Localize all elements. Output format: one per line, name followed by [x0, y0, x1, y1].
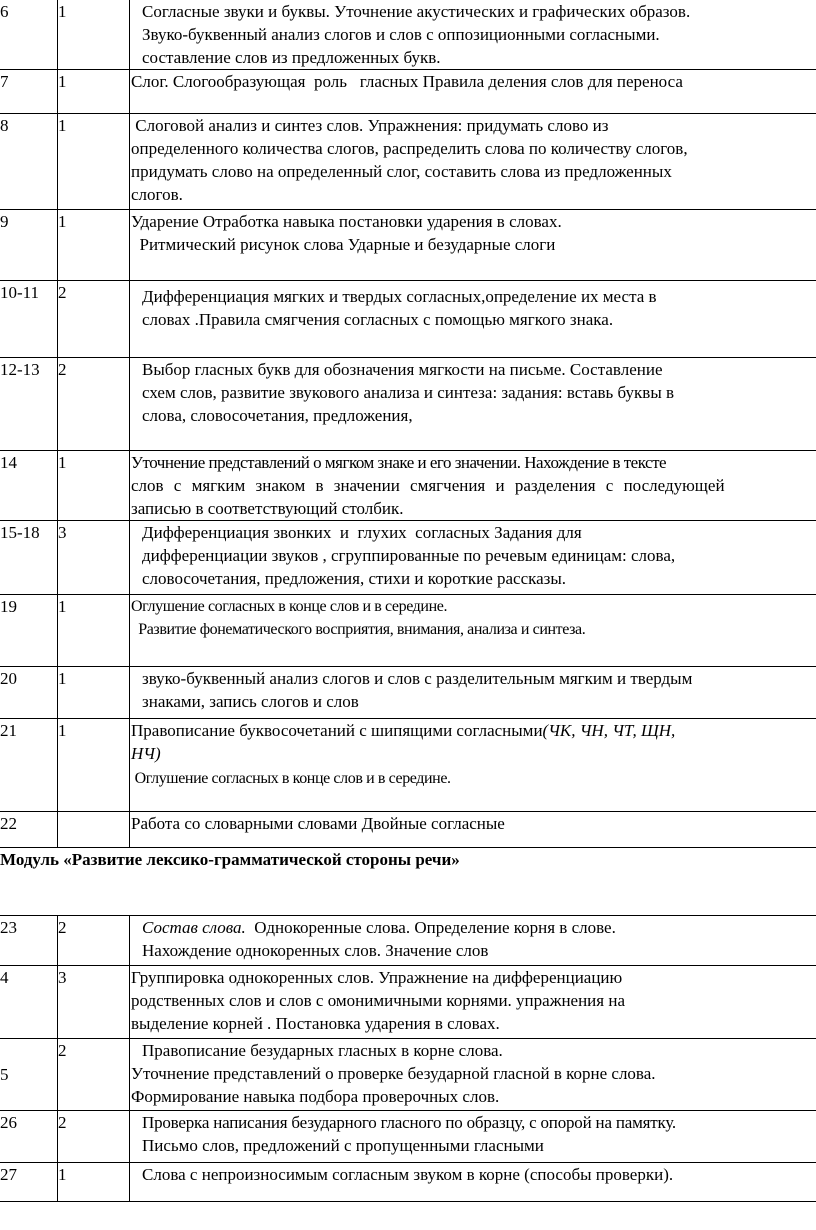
lesson-number: 6: [0, 0, 58, 70]
table-row: [0, 521, 816, 595]
topic-line: словосочетания, предложения, стихи и короткие рассказы.: [142, 569, 567, 588]
topic-line: родственных слов и слов с омонимичными корнями. упражнения на: [131, 991, 625, 1010]
topic-line: Письмо слов, предложений с пропущенными гласными: [142, 1136, 544, 1155]
topic-line: Оглушение согласных в конце слов и в середине.: [131, 770, 451, 787]
topic-line: Дифференциация мягких и твердых согласных,определение их места в: [142, 287, 657, 306]
topic-line: Ударение Отработка навыка постановки ударения в словах.: [131, 212, 562, 231]
topic-line: придумать слово на определенный слог, составить слова из предложенных: [131, 162, 672, 181]
topic-line: дифференциации звуков , сгруппированные по речевым единицам: слова,: [142, 546, 676, 565]
lesson-number: 5: [0, 1039, 58, 1111]
lesson-topic: [130, 1111, 816, 1163]
lesson-hours: 3: [58, 521, 130, 595]
table-row: [0, 1163, 816, 1202]
topic-line: [130, 742, 816, 765]
table-row: [0, 210, 816, 281]
table-row: [0, 451, 816, 521]
lesson-topic: [130, 916, 816, 966]
lesson-hours: 2: [58, 1111, 130, 1163]
letter-combinations: (ЧК, ЧН, ЧТ, ЩН,: [542, 721, 676, 740]
lesson-number: 9: [0, 210, 58, 281]
table-row: [0, 281, 816, 358]
lesson-topic: [130, 0, 816, 70]
lesson-hours: 2: [58, 281, 130, 358]
lesson-topic: [130, 114, 816, 210]
lesson-topic: [130, 1163, 816, 1202]
table-row: [0, 916, 816, 966]
topic-line: Нахождение однокоренных слов. Значение слов: [142, 941, 489, 960]
lesson-topic: [130, 521, 816, 595]
lesson-hours: 2: [58, 916, 130, 966]
lesson-hours: 1: [58, 0, 130, 70]
topic-line: определенного количества слогов, распределить слова по количеству слогов,: [131, 139, 688, 158]
topic-line: Звуко-буквенный анализ слогов и слов с оппозиционными согласными.: [142, 25, 660, 44]
lesson-topic: [130, 966, 816, 1039]
topic-line: слов с мягким знаком в значении смягчения и разделения с последующей: [131, 476, 725, 495]
lesson-topic: [130, 281, 816, 358]
topic-line: Слоговой анализ и синтез слов. Упражнения: придумать слово из: [131, 116, 609, 135]
letter-combinations-cont: НЧ): [131, 744, 161, 763]
table-row: [0, 667, 816, 719]
topic-line: знаками, запись слогов и слов: [142, 692, 359, 711]
lesson-topic: [130, 719, 816, 812]
lesson-number: 4: [0, 966, 58, 1039]
topic-text: Однокоренные слова. Определение корня в слове.: [245, 918, 616, 937]
lesson-topic: [130, 667, 816, 719]
lesson-topic: [130, 70, 816, 114]
table-row: [0, 70, 816, 114]
lesson-number: 27: [0, 1163, 58, 1202]
topic-line: схем слов, развитие звукового анализа и синтеза: задания: вставь буквы в: [142, 383, 675, 402]
topic-line: Группировка однокоренных слов. Упражнение на дифференциацию: [131, 968, 623, 987]
topic-italic: Состав слова.: [142, 918, 246, 937]
table-row: [0, 358, 816, 451]
table-row: [0, 1039, 816, 1111]
module-title: Модуль «Развитие лексико-грамматической стороны речи»: [0, 848, 816, 916]
module-row: [0, 848, 816, 916]
lesson-hours: 2: [58, 358, 130, 451]
topic-line: Согласные звуки и буквы. Уточнение акустических и графических образов.: [142, 2, 691, 21]
topic-line: Уточнение представлений о мягком знаке и его значении. Нахождение в тексте: [131, 453, 667, 472]
lesson-number: 10-11: [0, 281, 58, 358]
topic-line: Дифференциация звонких и глухих согласных Задания для: [142, 523, 582, 542]
lesson-number: 19: [0, 595, 58, 667]
lesson-hours: 3: [58, 966, 130, 1039]
lesson-number: 8: [0, 114, 58, 210]
topic-line: слова, словосочетания, предложения,: [142, 406, 413, 425]
topic-line: Слог. Слогообразующая роль гласных Правила деления слов для переноса: [131, 72, 683, 91]
topic-line: Работа со словарными словами Двойные согласные: [131, 814, 505, 833]
lesson-hours: 1: [58, 70, 130, 114]
lesson-number: 14: [0, 451, 58, 521]
lesson-hours: 1: [58, 667, 130, 719]
lesson-topic: [130, 595, 816, 667]
lesson-number: 23: [0, 916, 58, 966]
lesson-topic: [130, 812, 816, 848]
lesson-hours: 1: [58, 210, 130, 281]
table-row: [0, 595, 816, 667]
topic-line: Ритмический рисунок слова Ударные и безударные слоги: [131, 235, 556, 254]
lesson-topic: [130, 210, 816, 281]
lesson-number: 7: [0, 70, 58, 114]
topic-line: Проверка написания безударного гласного по образцу, с опорой на памятку.: [142, 1113, 676, 1132]
table-row: [0, 1111, 816, 1163]
lesson-number: 15-18: [0, 521, 58, 595]
topic-line: Оглушение согласных в конце слов и в середине.: [131, 598, 448, 615]
topic-line: Слова с непроизносимым согласным звуком в корне (способы проверки).: [142, 1165, 674, 1184]
topic-line: звуко-буквенный анализ слогов и слов с разделительным мягким и твердым: [142, 669, 693, 688]
topic-line: выделение корней . Постановка ударения в словах.: [131, 1014, 500, 1033]
table-row: [0, 719, 816, 812]
topic-line: записью в соответствующий столбик.: [131, 499, 404, 518]
lesson-hours: 1: [58, 451, 130, 521]
lesson-hours: 1: [58, 595, 130, 667]
lesson-number: 26: [0, 1111, 58, 1163]
topic-line: Правописание безударных гласных в корне слова.: [142, 1041, 503, 1060]
topic-text: Правописание буквосочетаний с шипящими согласными: [131, 721, 543, 740]
topic-line: Выбор гласных букв для обозначения мягкости на письме. Составление: [142, 360, 663, 379]
lesson-number: 22: [0, 812, 58, 848]
topic-line: [130, 916, 816, 939]
table-row: [0, 114, 816, 210]
lesson-topic: [130, 1039, 816, 1111]
table-row: [0, 812, 816, 848]
topic-line: слогов.: [131, 185, 183, 204]
lesson-hours: 1: [58, 719, 130, 812]
lesson-hours: 1: [58, 114, 130, 210]
lesson-topic: [130, 358, 816, 451]
table-row: [0, 0, 816, 70]
lesson-number: 20: [0, 667, 58, 719]
topic-line: составление слов из предложенных букв.: [142, 48, 441, 67]
lesson-hours: [58, 812, 130, 848]
lesson-hours: 2: [58, 1039, 130, 1111]
topic-line: Уточнение представлений о проверке безударной гласной в корне слова.: [131, 1064, 656, 1083]
lesson-number: 21: [0, 719, 58, 812]
topic-line: словах .Правила смягчения согласных с помощью мягкого знака.: [142, 310, 614, 329]
topic-line: Развитие фонематического восприятия, внимания, анализа и синтеза.: [131, 621, 586, 638]
topic-line: [130, 719, 816, 742]
topic-line: Формирование навыка подбора проверочных слов.: [131, 1087, 500, 1106]
lesson-hours: 1: [58, 1163, 130, 1202]
lesson-number: 12-13: [0, 358, 58, 451]
table-row: [0, 966, 816, 1039]
lesson-topic: [130, 451, 816, 521]
